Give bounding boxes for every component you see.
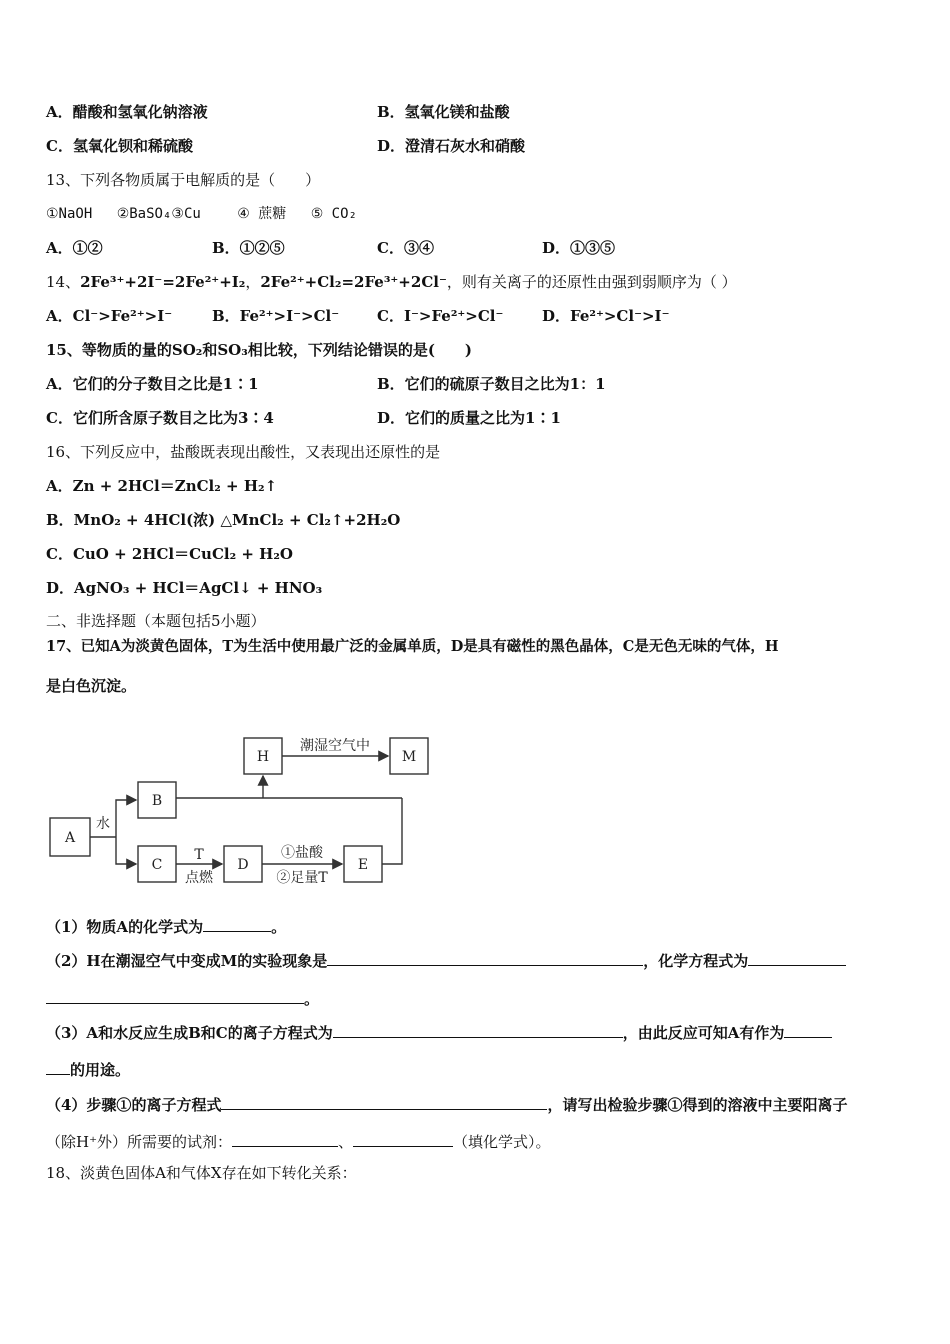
q14-number: 14、 — [46, 273, 81, 291]
q14-option-b: B．Fe²⁺>I⁻>Cl⁻ — [212, 307, 340, 325]
q17-part-2-cont — [46, 988, 319, 1009]
q17-part-3 — [46, 1022, 832, 1043]
arrow-a-c — [116, 837, 136, 864]
label-ignite: 点燃 — [185, 870, 213, 886]
q14-option-d: D．Fe²⁺>Cl⁻>I⁻ — [542, 307, 670, 325]
q13-option-c: C．③④ — [377, 239, 434, 257]
q13-items — [46, 204, 357, 224]
answer-blank-3c[interactable] — [46, 1059, 70, 1075]
q16-option-d: D．AgNO₃ + HCl＝AgCl↓ + HNO₃ — [46, 579, 323, 597]
answer-blank-1[interactable] — [203, 916, 271, 932]
q15-option-b: B．它们的硫原子数目之比为1：1 — [377, 375, 606, 393]
q13-item-4: ④ 蔗糖 — [237, 206, 287, 222]
arrow-a-b — [116, 800, 136, 837]
q17-part-4-sep: 、 — [338, 1133, 354, 1151]
q17-part-3-cont — [46, 1059, 130, 1080]
answer-blank-3a[interactable] — [333, 1022, 623, 1038]
answer-blank-4a[interactable] — [221, 1094, 547, 1110]
q16-option-c: C．CuO + 2HCl＝CuCl₂ + H₂O — [46, 545, 293, 563]
answer-blank-2b[interactable] — [748, 950, 846, 966]
q13-option-a: A．①② — [46, 239, 103, 257]
q13-option-b: B．①②⑤ — [212, 239, 285, 257]
answer-blank-2a[interactable] — [327, 950, 643, 966]
q14-option-a: A．Cl⁻>Fe²⁺>I⁻ — [46, 307, 173, 325]
q17-part-4-cont — [46, 1131, 551, 1152]
q18-stem: 18、淡黄色固体A和气体X存在如下转化关系： — [46, 1164, 357, 1182]
q14-stem-tail: ，则有关离子的还原性由强到弱顺序为（ ） — [446, 273, 737, 291]
q15-option-a: A．它们的分子数目之比是1∶1 — [46, 375, 259, 393]
answer-blank-4c[interactable] — [353, 1131, 453, 1147]
box-e-label: E — [357, 857, 369, 873]
q13-item-3: ③Cu — [171, 206, 201, 222]
answer-blank-4b[interactable] — [232, 1131, 338, 1147]
box-c-label: C — [151, 857, 163, 873]
label-t: T — [194, 847, 204, 863]
label-step-1: ①盐酸 — [281, 845, 323, 861]
label-humid-air: 潮湿空气中 — [300, 738, 370, 754]
q13-item-1: ①NaOH — [46, 206, 93, 222]
q17-part-2-text-b: ，化学方程式为 — [643, 952, 749, 970]
q17-part-3-text: （3）A和水反应生成B和C的离子方程式为 — [46, 1024, 333, 1042]
q13-stem: 13、下列各物质属于电解质的是（ ） — [46, 171, 321, 189]
q13-item-5: ⑤ CO₂ — [310, 206, 357, 222]
q13-item-2: ②BaSO₄ — [116, 206, 172, 222]
q17-stem-line2: 是白色沉淀。 — [46, 677, 137, 695]
q15-option-d: D．它们的质量之比为1∶1 — [377, 409, 561, 427]
box-b-label: B — [151, 793, 163, 809]
box-a-label: A — [64, 830, 76, 846]
q17-stem-line1: 17、已知A为淡黄色固体，T为生活中使用最广泛的金属单质，D是具有磁性的黑色晶体，C是无色无味的气体，H — [46, 638, 779, 655]
section-heading: 二、非选择题（本题包括5小题） — [46, 612, 266, 630]
q15-stem: 15、等物质的量的SO₂和SO₃相比较，下列结论错误的是( ) — [46, 341, 473, 359]
q17-part-2 — [46, 950, 846, 971]
q15-option-c: C．它们所含原子数目之比为3∶4 — [46, 409, 274, 427]
q14-stem: 14、2Fe³⁺+2I⁻=2Fe²⁺+I₂，2Fe²⁺+Cl₂=2Fe³⁺+2Cl⁻，则有关离子的还原性由强到弱顺序为（ ） — [46, 273, 737, 291]
q17-part-4-end: （填化学式）。 — [453, 1133, 551, 1151]
q17-part-2-end: 。 — [304, 990, 320, 1008]
q17-flow-diagram — [46, 726, 446, 894]
q14-option-c: C．I⁻>Fe²⁺>Cl⁻ — [377, 307, 504, 325]
answer-blank-2c[interactable] — [46, 988, 304, 1004]
box-m-label: M — [401, 749, 417, 765]
line-e-to-h — [382, 798, 402, 864]
q17-part-4-text-c: （除H⁺外）所需要的试剂： — [46, 1133, 232, 1151]
answer-blank-3b[interactable] — [784, 1022, 832, 1038]
q17-part-2-text: （2）H在潮湿空气中变成M的实验现象是 — [46, 952, 328, 970]
q17-part-1-end: 。 — [271, 918, 287, 936]
q16-option-b: B．MnO₂ + 4HCl(浓) △MnCl₂ + Cl₂↑+2H₂O — [46, 511, 401, 529]
q17-part-1 — [46, 916, 286, 937]
q12-option-a: A．醋酸和氢氧化钠溶液 — [46, 103, 208, 121]
q13-option-d: D．①③⑤ — [542, 239, 616, 257]
q17-part-1-text: （1）物质A的化学式为 — [46, 918, 204, 936]
q17-part-4 — [46, 1094, 847, 1115]
q17-part-3-text-b: ，由此反应可知A有作为 — [622, 1024, 785, 1042]
label-step-2: ②足量T — [276, 870, 328, 886]
q17-part-4-text: （4）步骤①的离子方程式 — [46, 1096, 222, 1114]
q12-option-c: C．氢氧化钡和稀硫酸 — [46, 137, 193, 155]
q16-stem: 16、下列反应中，盐酸既表现出酸性，又表现出还原性的是 — [46, 443, 441, 461]
box-h-label: H — [256, 749, 270, 765]
q12-option-d: D．澄清石灰水和硝酸 — [377, 137, 526, 155]
q17-part-4-text-b: ，请写出检验步骤①得到的溶液中主要阳离子 — [547, 1096, 848, 1114]
q16-option-a: A．Zn + 2HCl＝ZnCl₂ + H₂↑ — [46, 477, 278, 495]
q14-reaction-2: 2Fe²⁺+Cl₂=2Fe³⁺+2Cl⁻ — [260, 273, 447, 291]
box-d-label: D — [237, 857, 249, 873]
q12-option-b: B．氢氧化镁和盐酸 — [377, 103, 510, 121]
q17-part-3-end: 的用途。 — [70, 1061, 131, 1079]
label-water: 水 — [96, 816, 110, 832]
q14-reaction-1: 2Fe³⁺+2I⁻=2Fe²⁺+I₂ — [80, 273, 246, 291]
